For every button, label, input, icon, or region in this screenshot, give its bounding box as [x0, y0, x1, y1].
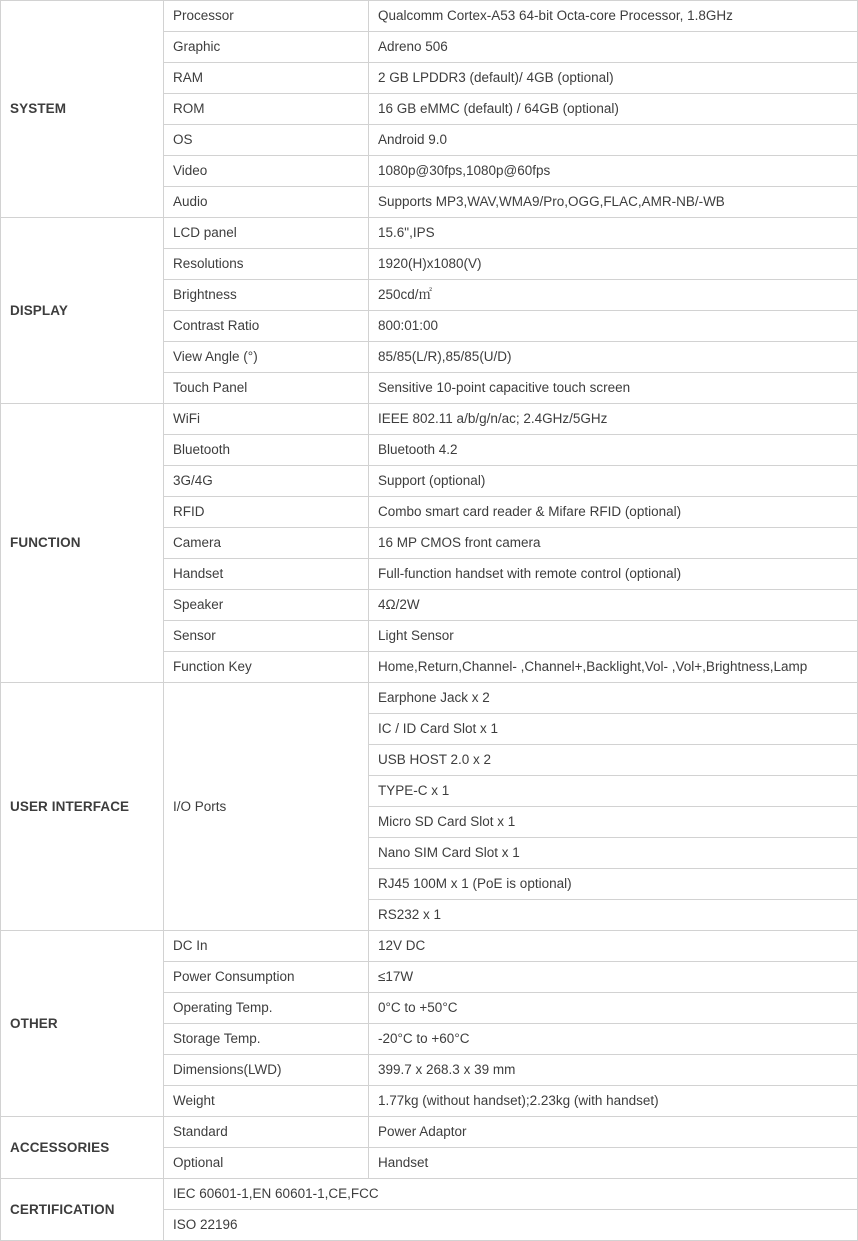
key-cell: Storage Temp.	[164, 1024, 369, 1055]
category-cell: DISPLAY	[1, 218, 164, 404]
table-row	[1, 404, 858, 435]
value-cell: 800:01:00	[369, 311, 858, 342]
value-cell: TYPE-C x 1	[369, 776, 858, 807]
key-cell: Operating Temp.	[164, 993, 369, 1024]
category-cell: USER INTERFACE	[1, 683, 164, 931]
table-row	[1, 1179, 858, 1210]
value-cell: 85/85(L/R),85/85(U/D)	[369, 342, 858, 373]
value-cell: 1.77kg (without handset);2.23kg (with handset)	[369, 1086, 858, 1117]
value-cell: 0°C to +50°C	[369, 993, 858, 1024]
value-cell: Handset	[369, 1148, 858, 1179]
key-cell: I/O Ports	[164, 683, 369, 931]
key-cell: Audio	[164, 187, 369, 218]
value-cell: RS232 x 1	[369, 900, 858, 931]
value-cell: 1920(H)x1080(V)	[369, 249, 858, 280]
value-cell: Light Sensor	[369, 621, 858, 652]
key-cell: Bluetooth	[164, 435, 369, 466]
value-cell: 2 GB LPDDR3 (default)/ 4GB (optional)	[369, 63, 858, 94]
key-cell: 3G/4G	[164, 466, 369, 497]
value-cell: USB HOST 2.0 x 2	[369, 745, 858, 776]
value-cell: Adreno 506	[369, 32, 858, 63]
specification-table-body	[1, 1, 858, 1241]
key-cell: Standard	[164, 1117, 369, 1148]
value-cell: 4Ω/2W	[369, 590, 858, 621]
value-cell: Bluetooth 4.2	[369, 435, 858, 466]
value-cell: 250cd/㎡	[369, 280, 858, 311]
value-cell: Home,Return,Channel- ,Channel+,Backlight,Vol- ,Vol+,Brightness,Lamp	[369, 652, 858, 683]
key-cell: Contrast Ratio	[164, 311, 369, 342]
value-cell: Nano SIM Card Slot x 1	[369, 838, 858, 869]
key-cell: Dimensions(LWD)	[164, 1055, 369, 1086]
value-cell: Power Adaptor	[369, 1117, 858, 1148]
value-cell: Supports MP3,WAV,WMA9/Pro,OGG,FLAC,AMR-NB/-WB	[369, 187, 858, 218]
value-cell: -20°C to +60°C	[369, 1024, 858, 1055]
value-cell: 399.7 x 268.3 x 39 mm	[369, 1055, 858, 1086]
category-cell: FUNCTION	[1, 404, 164, 683]
value-cell: IEEE 802.11 a/b/g/n/ac; 2.4GHz/5GHz	[369, 404, 858, 435]
value-cell: 12V DC	[369, 931, 858, 962]
table-row	[1, 218, 858, 249]
key-cell: RFID	[164, 497, 369, 528]
table-row	[1, 1, 858, 32]
key-cell: Processor	[164, 1, 369, 32]
key-cell: RAM	[164, 63, 369, 94]
value-cell: Earphone Jack x 2	[369, 683, 858, 714]
category-cell: SYSTEM	[1, 1, 164, 218]
value-cell: 1080p@30fps,1080p@60fps	[369, 156, 858, 187]
key-cell: Power Consumption	[164, 962, 369, 993]
key-cell: Graphic	[164, 32, 369, 63]
key-cell: WiFi	[164, 404, 369, 435]
key-cell: Resolutions	[164, 249, 369, 280]
key-cell: Optional	[164, 1148, 369, 1179]
key-cell: Weight	[164, 1086, 369, 1117]
key-cell: Function Key	[164, 652, 369, 683]
value-cell: Support (optional)	[369, 466, 858, 497]
value-cell: Sensitive 10-point capacitive touch screen	[369, 373, 858, 404]
key-cell: View Angle (°)	[164, 342, 369, 373]
value-cell: ISO 22196	[164, 1210, 858, 1241]
table-row	[1, 683, 858, 714]
table-row	[1, 931, 858, 962]
category-cell: ACCESSORIES	[1, 1117, 164, 1179]
value-cell: Combo smart card reader & Mifare RFID (optional)	[369, 497, 858, 528]
key-cell: Brightness	[164, 280, 369, 311]
key-cell: Speaker	[164, 590, 369, 621]
key-cell: Sensor	[164, 621, 369, 652]
value-cell: ≤17W	[369, 962, 858, 993]
key-cell: OS	[164, 125, 369, 156]
key-cell: Camera	[164, 528, 369, 559]
value-cell: RJ45 100M x 1 (PoE is optional)	[369, 869, 858, 900]
value-cell: Android 9.0	[369, 125, 858, 156]
key-cell: Handset	[164, 559, 369, 590]
value-cell: Full-function handset with remote control (optional)	[369, 559, 858, 590]
key-cell: DC In	[164, 931, 369, 962]
value-cell: Qualcomm Cortex-A53 64-bit Octa-core Processor, 1.8GHz	[369, 1, 858, 32]
key-cell: Touch Panel	[164, 373, 369, 404]
value-cell: 16 MP CMOS front camera	[369, 528, 858, 559]
key-cell: Video	[164, 156, 369, 187]
key-cell: ROM	[164, 94, 369, 125]
value-cell: IC / ID Card Slot x 1	[369, 714, 858, 745]
value-cell: 16 GB eMMC (default) / 64GB (optional)	[369, 94, 858, 125]
value-cell: 15.6",IPS	[369, 218, 858, 249]
key-cell: LCD panel	[164, 218, 369, 249]
category-cell: CERTIFICATION	[1, 1179, 164, 1241]
category-cell: OTHER	[1, 931, 164, 1117]
value-cell: IEC 60601-1,EN 60601-1,CE,FCC	[164, 1179, 858, 1210]
table-row	[1, 1117, 858, 1148]
value-cell: Micro SD Card Slot x 1	[369, 807, 858, 838]
